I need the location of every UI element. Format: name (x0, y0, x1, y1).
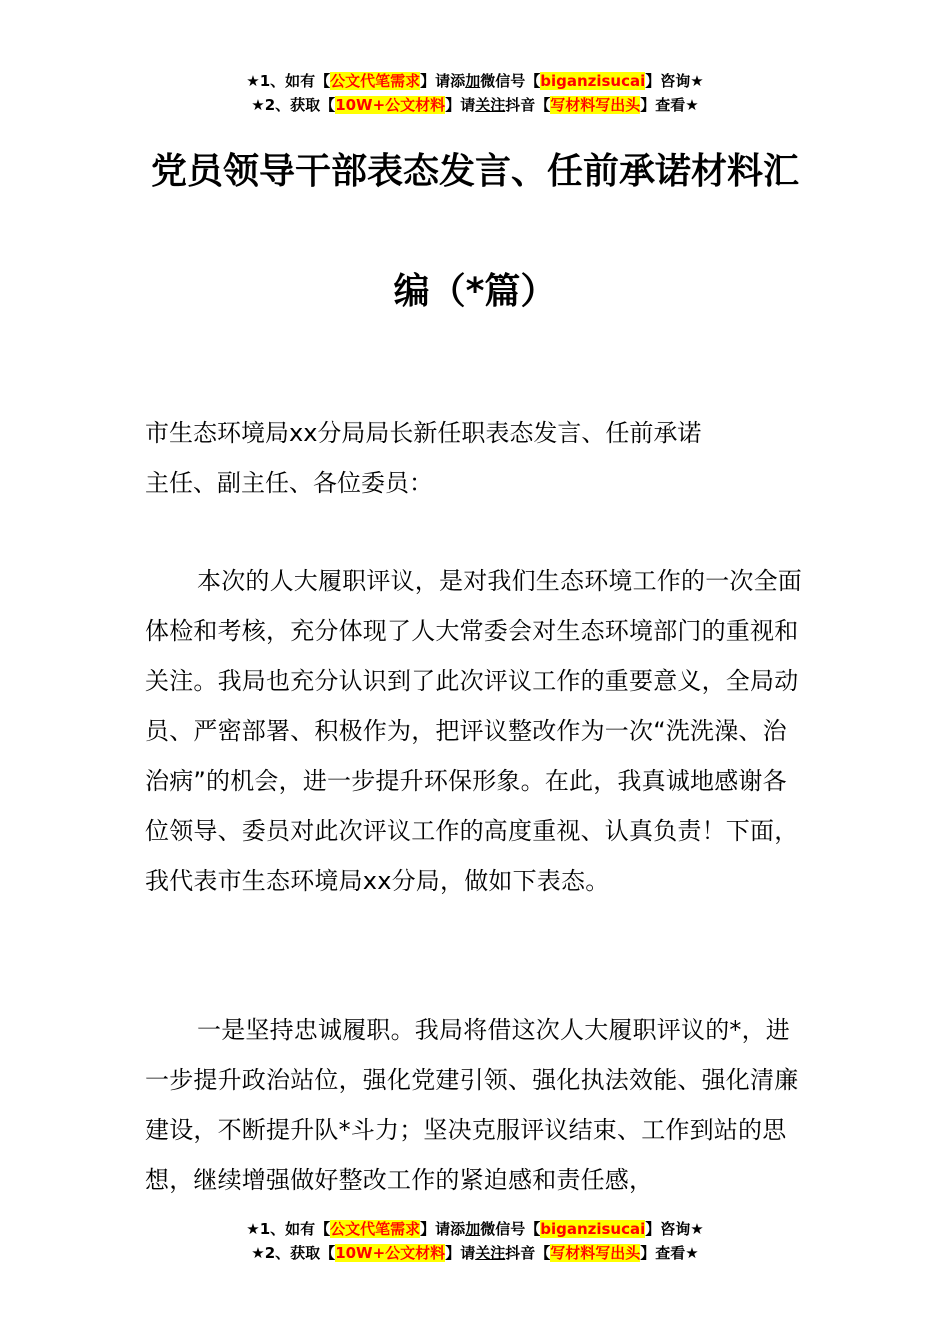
banner-highlight: 写材料写出头 (550, 1244, 641, 1262)
banner-highlight: 写材料写出头 (550, 96, 641, 114)
body-paragraph-2: 一是坚持忠诚履职。我局将借这次人大履职评议的*，进一步提升政治站位，强化党建引领、强化执法效能、强化清廉建设，不断提升队*斗力；坚决克服评议结束、工作到站的思想，继续增强做好整改工作的紧迫感和责任感， (145, 1016, 799, 1194)
banner-text: 】咨询★ (645, 72, 704, 90)
banner-text: 抖音【 (505, 1244, 551, 1262)
salutation: 主任、副主任、各位委员： (145, 469, 433, 497)
banner-highlight: biganzisucai (540, 72, 646, 90)
banner-line-2 (0, 1242, 950, 1265)
document-title-line-2: 编（*篇） (393, 271, 557, 312)
banner-highlight: 10W+公文材料 (335, 1244, 446, 1262)
banner-text: 微信号【 (480, 1220, 541, 1238)
banner-text: 抖音【 (505, 96, 551, 114)
banner-underline: 关注 (475, 96, 506, 114)
banner-text: ★1、如有【 (246, 1220, 331, 1238)
banner-text: ★1、如有【 (246, 72, 331, 90)
banner-line-2 (0, 94, 950, 117)
document-title-line-1: 党员领导干部表态发言、任前承诺材料汇 (150, 151, 799, 192)
banner-text: 】请添 (420, 72, 466, 90)
banner-text: 】查看★ (640, 96, 699, 114)
banner-line-1 (0, 70, 950, 93)
banner-highlight: biganzisucai (540, 1220, 646, 1238)
banner-underline: 加 (465, 1220, 481, 1238)
document-subtitle: 市生态环境局xx分局局长新任职表态发言、任前承诺 (145, 419, 702, 447)
banner-text: 】请添 (420, 1220, 466, 1238)
body-paragraph-1: 本次的人大履职评议，是对我们生态环境工作的一次全面体检和考核，充分体现了人大常委会对生态环境部门的重视和关注。我局也充分认识到了此次评议工作的重要意义，全局动员、严密部署、积极作为，把评议整改作为一次“洗洗澡、治治病”的机会，进一步提升环保形象。在此，我真诚地感谢各位领导、委员对此次评议工作的高度重视、认真负责！下面，我代表市生态环境局xx分局，做如下表态。 (145, 567, 802, 895)
banner-text: 】请 (445, 1244, 476, 1262)
banner-text: 】请 (445, 96, 476, 114)
banner-text: 】咨询★ (645, 1220, 704, 1238)
banner-highlight: 公文代笔需求 (330, 72, 421, 90)
banner-highlight: 公文代笔需求 (330, 1220, 421, 1238)
banner-text: ★2、获取【 (251, 1244, 336, 1262)
banner-underline: 关注 (475, 1244, 506, 1262)
banner-line-1 (0, 1218, 950, 1241)
banner-highlight: 10W+公文材料 (335, 96, 446, 114)
banner-underline: 加 (465, 72, 481, 90)
banner-text: ★2、获取【 (251, 96, 336, 114)
banner-text: 微信号【 (480, 72, 541, 90)
banner-text: 】查看★ (640, 1244, 699, 1262)
